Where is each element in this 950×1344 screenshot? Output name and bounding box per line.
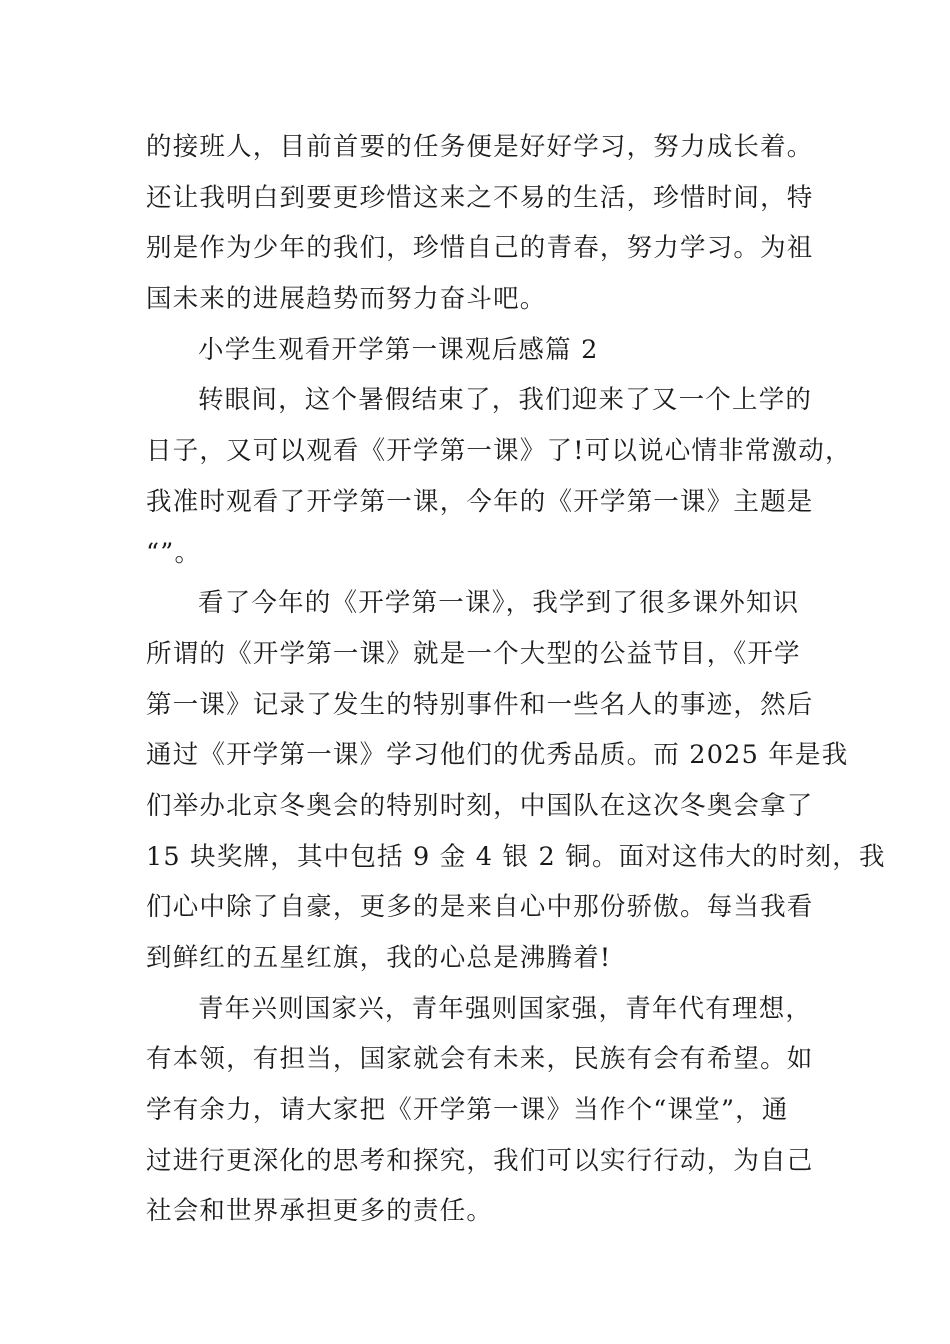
text-line: 学有余力，请大家把《开学第一课》当作个“课堂”，通 <box>146 1095 789 1126</box>
text-line: 青年兴则国家兴，青年强则国家强，青年代有理想， <box>198 993 813 1024</box>
text-line: 第一课》记录了发生的特别事件和一些名人的事迹，然后 <box>146 689 814 720</box>
text-line: 过进行更深化的思考和探究，我们可以实行行动，为自己 <box>146 1145 814 1176</box>
text-line: 们心中除了自豪，更多的是来自心中那份骄傲。每当我看 <box>146 892 814 923</box>
document-body <box>146 122 886 1237</box>
section-heading: 小学生观看开学第一课观后感篇 2 <box>198 334 599 365</box>
text-line: 日子，又可以观看《开学第一课》了!可以说心情非常激动， <box>146 436 852 467</box>
text-line: 有本领，有担当，国家就会有未来，民族有会有希望。如 <box>146 1044 814 1075</box>
text-line: 通过《开学第一课》学习他们的优秀品质。而 2025 年是我 <box>146 740 849 771</box>
text-line: 们举办北京冬奥会的特别时刻，中国队在这次冬奥会拿了 <box>146 790 814 821</box>
text-line: 看了今年的《开学第一课》，我学到了很多课外知识 <box>198 588 800 619</box>
text-line: 社会和世界承担更多的责任。 <box>146 1196 494 1227</box>
text-line: 到鲜红的五星红旗，我的心总是沸腾着! <box>146 943 612 973</box>
text-line: 国未来的进展趋势而努力奋斗吧。 <box>146 284 547 315</box>
text-line: 别是作为少年的我们，珍惜自己的青春，努力学习。为祖 <box>146 233 814 264</box>
text-line: 还让我明白到要更珍惜这来之不易的生活，珍惜时间，特 <box>146 182 814 213</box>
text-line: “”。 <box>146 537 202 568</box>
text-line: 15 块奖牌，其中包括 9 金 4 银 2 铜。面对这伟大的时刻，我 <box>146 841 886 872</box>
text-line: 转眼间，这个暑假结束了，我们迎来了又一个上学的 <box>198 385 813 416</box>
text-line: 的接班人，目前首要的任务便是好好学习，努力成长着。 <box>146 132 814 162</box>
text-line: 所谓的《开学第一课》就是一个大型的公益节目，《开学 <box>146 638 801 669</box>
text-line: 我准时观看了开学第一课，今年的《开学第一课》主题是 <box>146 486 814 517</box>
